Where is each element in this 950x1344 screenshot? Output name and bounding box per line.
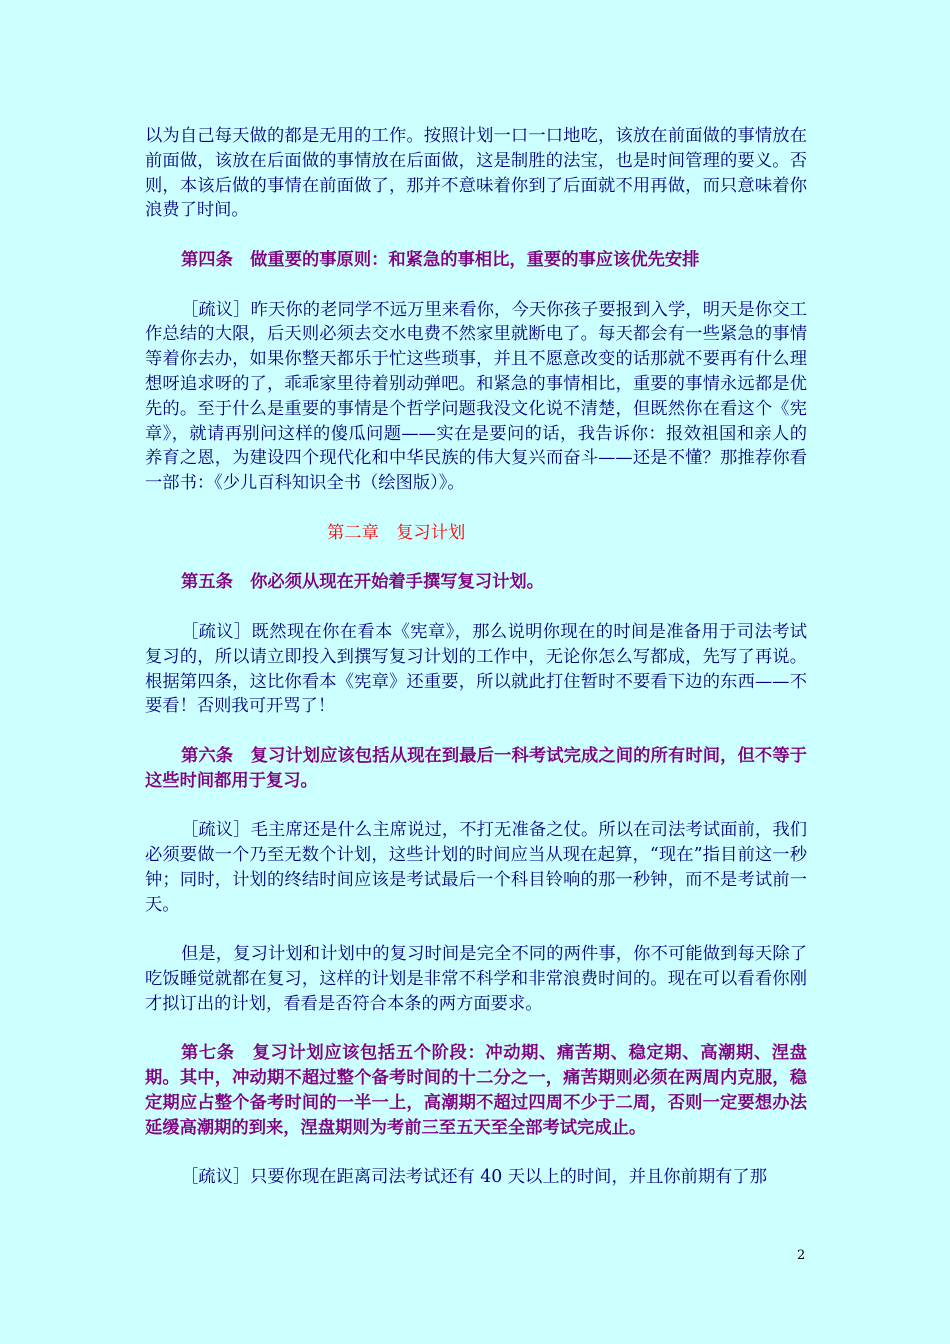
chapter-2-heading: 第二章 复习计划 [327,522,466,543]
body-paragraph: 以为自己每天做的都是无用的工作。按照计划一口一口地吃，该放在前面做的事情放在前面做，该放在后面做的事情放在后面做，这是制胜的法宝，也是时间管理的要义。否则，本该后做的事情在前面做了，那并不意味着你到了后面就不用再做，而只意味着你浪费了时间。 [145,126,807,221]
page-number: 2 [797,1248,806,1263]
page-content [145,124,807,1215]
commentary-paragraph: ［疏议］昨天你的老同学不远万里来看你，今天你孩子要报到入学，明天是你交工作总结的大限，后天则必须去交水电费不然家里就断电了。每天都会有一些紧急的事情等着你去办，如果你整天都乐于忙这些琐事，并且不愿意改变的话那就不要再有什么理想呀追求呀的了，乖乖家里待着别动弹吧。和紧急的事情相比，重要的事情永远都是优先的。至于什么是重要的事情是个哲学问题我没文化说不清楚，但既然你在看这个《宪章》，就请再别问这样的傻瓜问题——实在是要问的话，我告诉你：报效祖国和亲人的养育之恩，为建设四个现代化和中华民族的伟大复兴而奋斗——还是不懂？那推荐你看一部书：《少儿百科知识全书（绘图版）》。 [145,299,807,494]
article-5-heading: 第五条 你必须从现在开始着手撰写复习计划。 [181,572,544,593]
article-7-heading: 第七条 复习计划应该包括五个阶段：冲动期、痛苦期、稳定期、高潮期、涅盘期。其中，冲动期不超过整个备考时间的十二分之一，痛苦期则必须在两周内克服，稳定期应占整个备考时间的一半一上，高潮期不超过四周不少于二周，否则一定要想办法延缓高潮期的到来，涅盘期则为考前三至五天至全部考试完成止。 [145,1043,807,1138]
article-6-heading: 第六条 复习计划应该包括从现在到最后一科考试完成之间的所有时间，但不等于这些时间都用于复习。 [145,745,807,791]
commentary-paragraph: ［疏议］既然现在你在看本《宪章》，那么说明你现在的时间是准备用于司法考试复习的，所以请立即投入到撰写复习计划的工作中，无论你怎么写都成，先写了再说。根据第四条，这比你看本《宪章》还重要，所以就此打住暂时不要看下边的东西——不要看！否则我可开骂了！ [145,621,807,717]
commentary-paragraph: ［疏议］毛主席还是什么主席说过，不打无准备之仗。所以在司法考试面前，我们必须要做一个乃至无数个计划，这些计划的时间应当从现在起算，“现在”指目前这一秒钟；同时，计划的终结时间应该是考试最后一个科目铃响的那一秒钟，而不是考试前一天。 [145,820,807,915]
body-paragraph: 但是，复习计划和计划中的复习时间是完全不同的两件事，你不可能做到每天除了吃饭睡觉就都在复习，这样的计划是非常不科学和非常浪费时间的。现在可以看看你刚才拟订出的计划，看看是否符合本条的两方面要求。 [145,944,807,1014]
commentary-paragraph: ［疏议］只要你现在距离司法考试还有 40 天以上的时间，并且你前期有了那 [181,1167,767,1188]
article-4-heading: 第四条 做重要的事原则：和紧急的事相比，重要的事应该优先安排 [181,249,700,270]
